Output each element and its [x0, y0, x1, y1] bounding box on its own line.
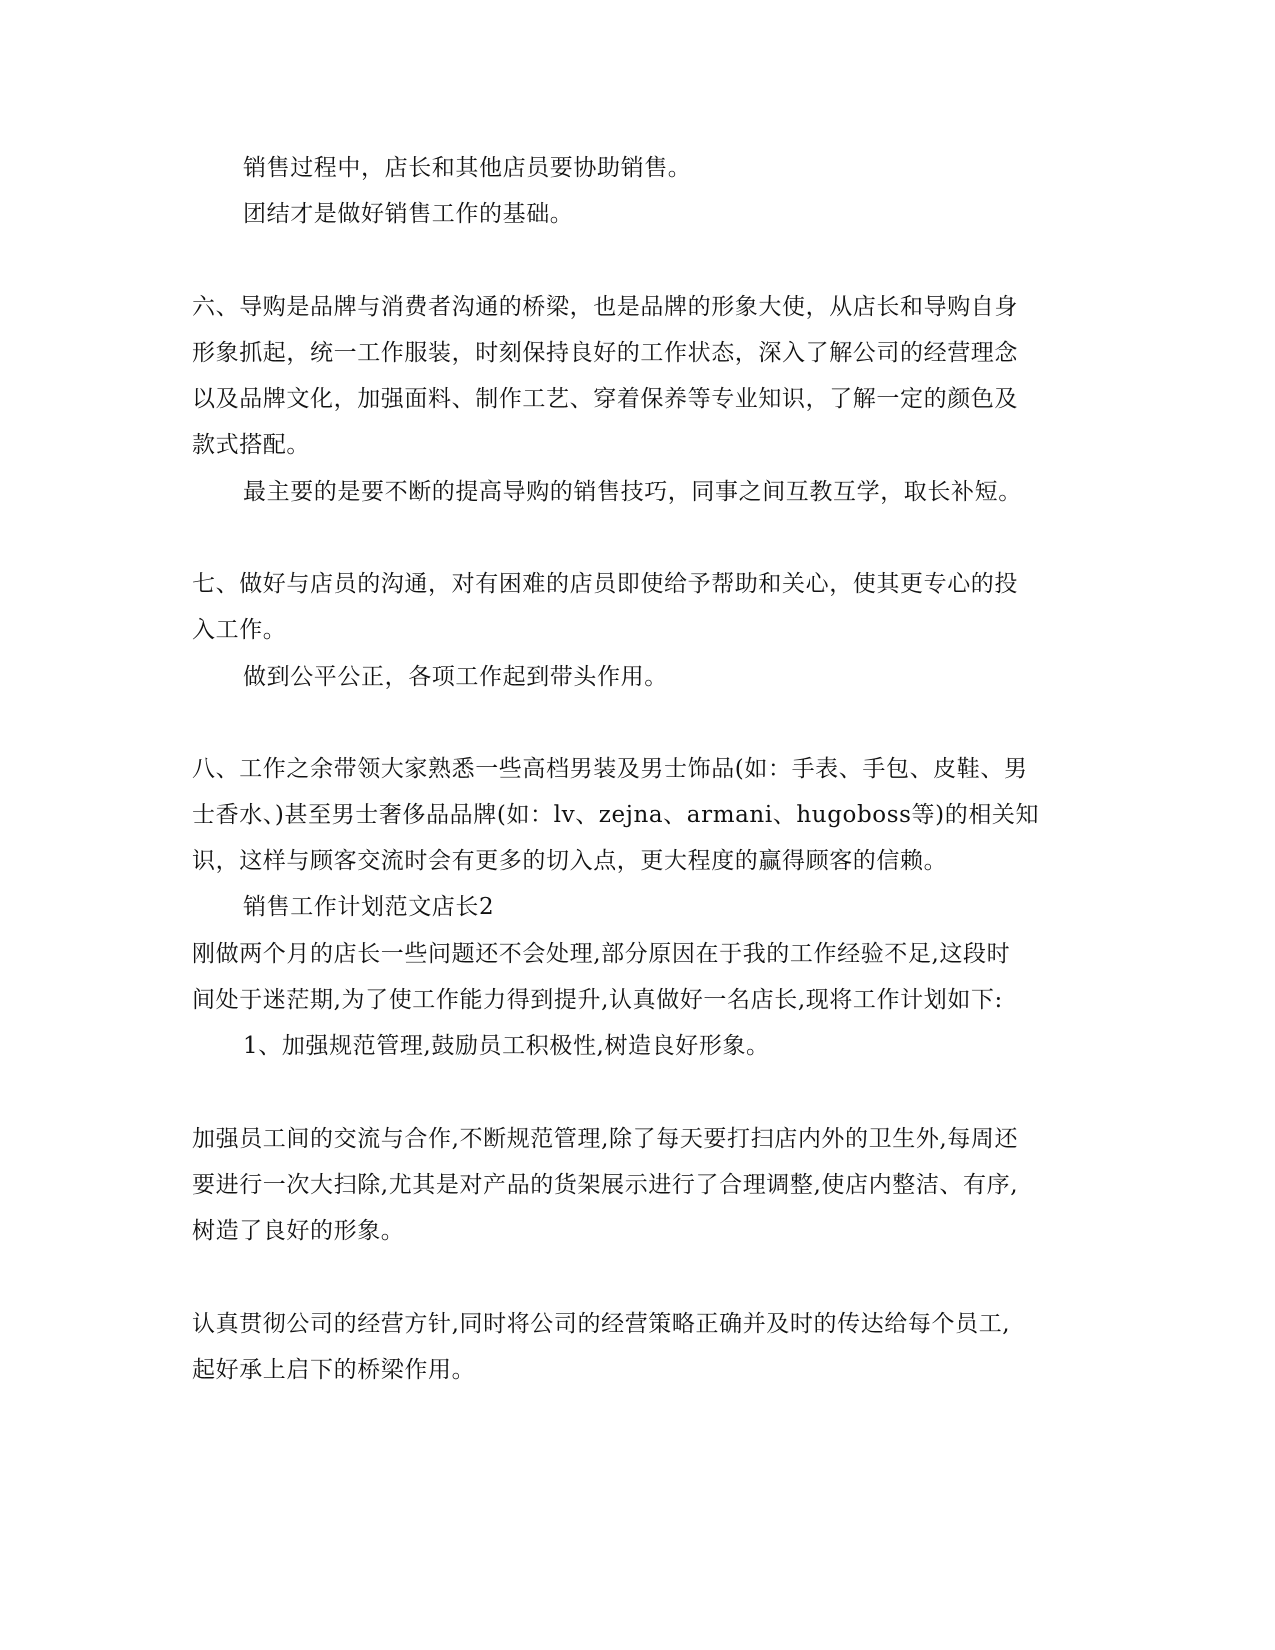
paragraph-line: 加强员工间的交流与合作,不断规范管理,除了每天要打扫店内外的卫生外,每周还	[192, 1126, 1019, 1152]
paragraph-line: 形象抓起，统一工作服装，时刻保持良好的工作状态，深入了解公司的经营理念	[192, 340, 1018, 366]
paragraph-line: 入工作。	[192, 617, 287, 643]
section-eight-heading-line: 八、工作之余带领大家熟悉一些高档男装及男士饰品(如：手表、手包、皮鞋、男	[192, 756, 1028, 782]
paragraph-line: 刚做两个月的店长一些问题还不会处理,部分原因在于我的工作经验不足,这段时	[192, 941, 1011, 967]
paragraph-line: 款式搭配。	[192, 432, 310, 458]
paragraph-line: 认真贯彻公司的经营方针,同时将公司的经营策略正确并及时的传达给每个员工,	[192, 1311, 1011, 1337]
numbered-item: 1、加强规范管理,鼓励员工积极性,树造良好形象。	[243, 1033, 770, 1059]
paragraph-line: 要进行一次大扫除,尤其是对产品的货架展示进行了合理调整,使店内整洁、有序,	[192, 1172, 1019, 1198]
paragraph-line: 以及品牌文化，加强面料、制作工艺、穿着保养等专业知识，了解一定的颜色及	[192, 386, 1018, 412]
paragraph-line: 士香水、)甚至男士奢侈品品牌(如：lv、zejna、armani、hugoboss等)的相关知	[192, 802, 1040, 828]
paragraph-line: 起好承上启下的桥梁作用。	[192, 1357, 476, 1383]
paragraph-line: 做到公平公正，各项工作起到带头作用。	[243, 664, 668, 690]
section-title: 销售工作计划范文店长2	[243, 894, 495, 920]
paragraph-line: 最主要的是要不断的提高导购的销售技巧，同事之间互教互学，取长补短。	[243, 479, 1022, 505]
paragraph-line: 团结才是做好销售工作的基础。	[243, 201, 574, 227]
paragraph-line: 间处于迷茫期,为了使工作能力得到提升,认真做好一名店长,现将工作计划如下:	[192, 987, 1003, 1013]
section-seven-heading-line: 七、做好与店员的沟通，对有困难的店员即使给予帮助和关心，使其更专心的投	[192, 571, 1018, 597]
paragraph-line: 识，这样与顾客交流时会有更多的切入点，更大程度的赢得顾客的信赖。	[192, 848, 948, 874]
paragraph-line: 销售过程中，店长和其他店员要协助销售。	[243, 155, 692, 181]
paragraph-line: 树造了良好的形象。	[192, 1218, 405, 1244]
section-six-heading-line: 六、导购是品牌与消费者沟通的桥梁，也是品牌的形象大使，从店长和导购自身	[192, 294, 1018, 320]
